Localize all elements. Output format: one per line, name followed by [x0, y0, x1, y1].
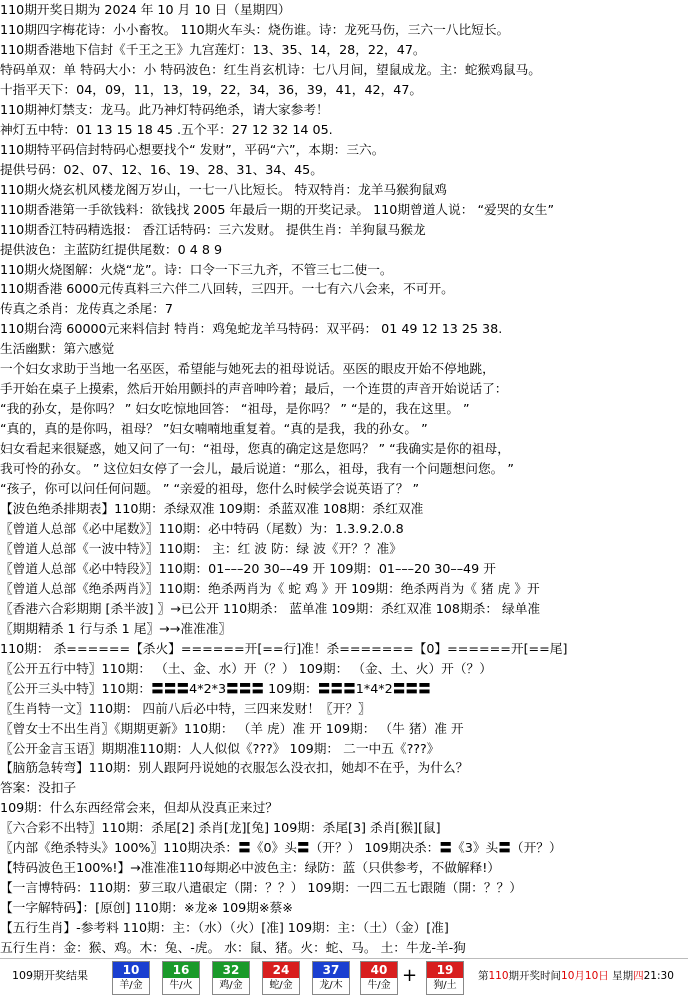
ball-zodiac: 狗/土: [433, 980, 457, 991]
text-line: 110期台湾 60000元来料信封 特肖：鸡兔蛇龙羊马特码：双平码： 01 49 12 13 25 38.: [0, 321, 503, 337]
text-line: 神灯五中特：01 13 15 18 45 .五个平：27 12 32 14 05.: [0, 121, 333, 137]
text-line: 〖香港六合彩期期 [杀半波] 〗→已公开 110期杀： 蓝单准 109期：杀红双准 108期杀： 绿单准: [0, 600, 541, 616]
text-line: 〖生肖特一文〗110期： 四前八后必中特，三四来发财！〖开？〗: [0, 700, 371, 716]
ball-number: 24: [263, 962, 299, 978]
ball-number: 19: [427, 962, 463, 978]
ball-zodiac: 牛/火: [169, 980, 193, 991]
text-line: “我的孙女，是你吗？ ” 妇女吃惊地回答： “祖母，是你吗？ ” “是的，我在这里。 ”: [0, 401, 470, 417]
text-line: 提供波色：主蓝防红提供尾数：0 4 8 9: [0, 241, 223, 257]
text-line: 〖曾道人总部《必中尾数》〗110期：必中特码（尾数）为：1.3.9.2.0.8: [0, 520, 404, 536]
text-line: 我可怜的孙女。 ” 这位妇女停了一会儿，最后说道：“那么，祖母，我有一个问题想问您。 ”: [0, 461, 514, 476]
text-line: 110期香港地下信封《千王之王》九宫莲灯：13、35、14，28，22，47。: [0, 41, 426, 57]
info-date: 10月10日: [561, 970, 609, 982]
ball-zodiac: 牛/金: [367, 980, 391, 991]
number-ball-4: [262, 961, 300, 995]
ball-zodiac: 蛇/金: [269, 980, 293, 991]
text-line: 特码单双：单 特码大小：小 特码波色：红生肖玄机诗：七八月间，望鼠成龙。主：蛇猴鸡鼠马。: [0, 61, 541, 77]
ball-number: 32: [213, 962, 249, 978]
text-line: 【脑筋急转弯】110期：别人跟阿丹说她的衣服怎么没衣扣，她却不在乎，为什么？: [0, 760, 469, 776]
text-line: 传真之杀肖：龙传真之杀尾：7: [0, 301, 174, 317]
text-line: 妇女看起来很疑惑，她又问了一句：“祖母，您真的确定这是您吗？ ” “我确实是你的祖母，: [0, 441, 510, 457]
draw-result-bar: [0, 958, 688, 997]
ball-zodiac: 羊/金: [119, 980, 143, 991]
text-line: 手开始在桌子上摸索，然后开始用颤抖的声音呻吟着；最后，一个连贯的声音开始说话了：: [0, 381, 508, 397]
text-line: 109期：什么东西经常会来，但却从没真正来过？: [0, 800, 278, 816]
plus-sign: +: [402, 965, 418, 986]
special-number-ball: [426, 961, 464, 995]
text-line: 【一字解特码】：[原创] 110期：※龙※ 109期※蔡※: [0, 900, 293, 916]
text-line: 【五行生肖】-参考料 110期：主：（水）（火）[准] 109期：主：（土）（金）[准]: [0, 920, 449, 936]
text-line: 110期神灯禁支：龙马。此乃神灯特码绝杀，请大家参考！: [0, 101, 329, 117]
number-ball-6: [360, 961, 398, 995]
text-line: 【一言博特码：110期：萝三取八遣硍定（開：？？） 109期：一四二五七跟随（開：？？）: [0, 880, 522, 896]
text-line: 【特码波色王100%!】→准准准110每期必中波色主：绿防：蓝（只供参考，不做解释!）: [0, 860, 500, 876]
text-line: 〖公开金言玉语〗期期准110期：人人似似《???》 109期： 二一中五《???》: [0, 740, 440, 756]
number-ball-5: [312, 961, 350, 995]
text-line: 〖内部《绝杀特头》100%〗110期决杀：〓《0》头〓（开？） 109期决杀：〓《3》头〓（开？）: [0, 840, 562, 856]
info-prefix: 第: [478, 970, 489, 982]
text-line: 110期四字梅花诗：小小畜牧。 110期火车头：烧伤谁。诗：龙死马伤，三六一八比短长。: [0, 22, 510, 37]
text-line: 〖曾道人总部《必中特段》〗110期：01–––20 30––49 开 109期：01–––20 30––49 开: [0, 560, 496, 576]
info-weekday: 四: [633, 970, 644, 982]
text-line: 〖期期精杀 1 行与杀 1 尾〗→→准准准〗: [0, 620, 232, 636]
text-line: 110期火烧图解：火烧“龙”。诗：口令一下三九齐，不管三七二使一。: [0, 261, 393, 277]
text-line: 110期火烧玄机风楼龙阁万岁山，一七一八比短长。 特双特肖：龙羊马猴狗鼠鸡: [0, 181, 447, 197]
text-line: 答案：没扣子: [0, 780, 77, 796]
info-time: 21:30: [643, 970, 674, 982]
text-line: 110期香港 6000元传真料三六伴二八回转，三四开。一七有六八会来，不可开。: [0, 281, 454, 297]
text-line: 提供号码：02、07、12、16、19、28、31、34、45。: [0, 161, 323, 177]
text-line: 110期香港第一手欲钱料：欲钱找 2005 年最后一期的开奖记录。 110期曾道人说： “爱哭的女生”: [0, 201, 555, 217]
result-label: 109期开奖结果: [12, 969, 88, 982]
number-ball-3: [212, 961, 250, 995]
ball-number: 10: [113, 962, 149, 978]
text-line: 五行生肖：金：猴、鸡。木：兔、-虎。 水：鼠、猪。火：蛇、马。 土：牛龙-羊-狗: [0, 940, 466, 955]
text-line: 〖公开五行中特〗110期： （土、金、水）开（？） 109期： （金、土、火）开（？）: [0, 660, 492, 676]
next-draw-info: [478, 968, 674, 983]
text-line: 一个妇女求助于当地一名巫医，希望能与她死去的祖母说话。巫医的眼皮开始不停地跳，: [0, 361, 495, 377]
text-line: 110期开奖日期为 2024 年 10 月 10 日（星期四）: [0, 2, 291, 17]
number-ball-2: [162, 961, 200, 995]
ball-zodiac: 龙/木: [319, 980, 343, 991]
text-line: 110期特平码信封特码心想要找个“ 发财”，平码“六”，本期：三六。: [0, 141, 385, 157]
ball-zodiac: 鸡/金: [219, 980, 243, 991]
ball-number: 16: [163, 962, 199, 978]
text-line: 〖公开三头中特〗110期：〓〓〓4*2*3〓〓〓 109期：〓〓〓1*4*2〓〓〓: [0, 680, 431, 696]
ball-number: 37: [313, 962, 349, 978]
info-period: 110: [488, 970, 509, 982]
text-line: 【波色绝杀排期表】110期：杀绿双准 109期：杀蓝双准 108期：杀红双准: [0, 501, 424, 516]
text-line: 110期香江特码精选报： 香江话特码：三六发财。 提供生肖：羊狗鼠马猴龙: [0, 221, 426, 237]
text-line: “孩子，你可以问任何问题。 ” “亲爱的祖母，您什么时候学会说英语了？ ”: [0, 481, 420, 496]
info-weekday-label: 星期: [608, 970, 634, 982]
text-line: 110期： 杀======【杀火】======开[==行]准！杀=======【0】======开[==尾]: [0, 640, 568, 656]
ball-number: 40: [361, 962, 397, 978]
text-line: 〖曾女士不出生肖〗《期期更新》110期： （羊 虎）准 开 109期： （牛 猪）准 开: [0, 720, 464, 736]
text-line: 十指平天下：04，09，11，13，19，22，34，36，39，41，42，47。: [0, 81, 423, 97]
text-line: 〖六合彩不出特〗110期：杀尾[2] 杀肖[龙][兔] 109期：杀尾[3] 杀肖[猴][鼠]: [0, 820, 441, 836]
text-line: 〖曾道人总部《一波中特》〗110期： 主：红 波 防：绿 波《开？？准》: [0, 540, 402, 556]
text-line: 〖曾道人总部《绝杀两肖》〗110期：绝杀两肖为《 蛇 鸡 》开 109期：绝杀两肖为《 猪 虎 》开: [0, 580, 540, 596]
number-ball-1: [112, 961, 150, 995]
text-line: 生活幽默：第六感觉: [0, 341, 115, 357]
text-line: “真的，真的是你吗，祖母？ ”妇女喃喃地重复着。“真的是我，我的孙女。 ”: [0, 421, 428, 437]
info-mid: 期开奖时间: [508, 970, 562, 982]
